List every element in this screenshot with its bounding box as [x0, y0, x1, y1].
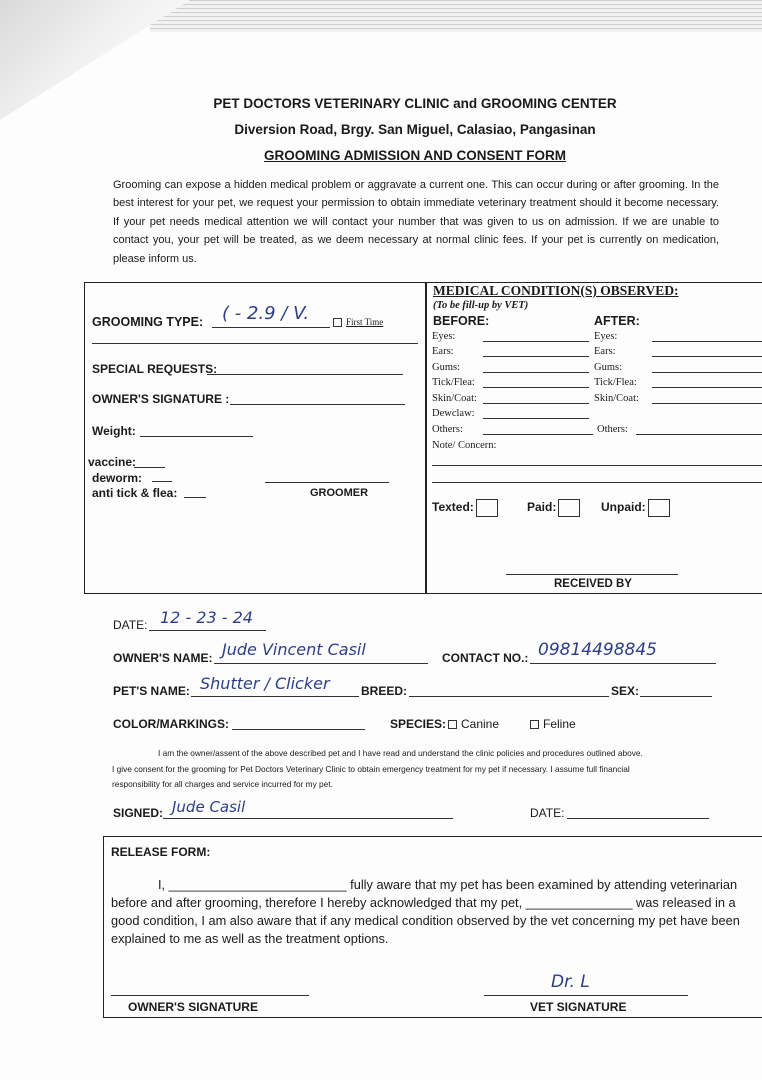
received-by-line[interactable]	[506, 574, 678, 575]
unpaid-label: Unpaid:	[601, 500, 646, 515]
after-row-field[interactable]	[652, 356, 762, 357]
species-label: SPECIES:	[390, 717, 447, 731]
signed-label: SIGNED:	[113, 806, 164, 820]
contact-label: CONTACT NO.:	[442, 651, 529, 665]
after-row-label: Gums:	[594, 362, 623, 373]
before-row-field[interactable]	[483, 356, 589, 357]
release-line-2: before and after grooming, therefore I hereby acknowledged that my pet, _______________ was released in a	[111, 895, 736, 910]
before-row-field[interactable]	[483, 341, 589, 342]
note-label: Note/ Concern:	[432, 440, 497, 451]
before-row-field[interactable]	[483, 418, 589, 419]
first-time-label: First Time	[346, 317, 384, 327]
after-row-field[interactable]	[652, 372, 762, 373]
after-row-field[interactable]	[652, 341, 762, 342]
first-time-checkbox[interactable]	[333, 318, 342, 327]
vet-sign-value[interactable]: Dr. L	[551, 972, 590, 992]
before-row-field[interactable]	[483, 387, 589, 388]
color-field[interactable]	[232, 729, 365, 730]
vet-sig-line[interactable]	[484, 995, 688, 996]
texted-label: Texted:	[432, 500, 474, 515]
after-row-field[interactable]	[652, 387, 762, 388]
note-line-1[interactable]	[432, 465, 762, 466]
medical-title: MEDICAL CONDITION(S) OBSERVED:	[433, 283, 679, 298]
paid-option[interactable]	[527, 499, 580, 517]
canine-label: Canine	[461, 717, 500, 731]
after-row-field[interactable]	[652, 403, 762, 404]
consent-date-label: DATE:	[530, 806, 565, 820]
antitick-field[interactable]	[184, 497, 206, 498]
paid-label: Paid:	[527, 500, 557, 515]
owner-signature-field[interactable]	[230, 404, 405, 405]
release-line-3: good condition, I am also aware that if any medical condition observed by the vet concerning my pet have been	[111, 913, 740, 928]
after-row-label: Tick/Flea:	[594, 377, 637, 388]
after-row-field[interactable]	[636, 434, 762, 435]
after-row-label: Others:	[597, 424, 628, 435]
before-row-label: Ears:	[432, 346, 454, 357]
after-row-label: Skin/Coat:	[594, 393, 639, 404]
owner-name-value[interactable]: Jude Vincent Casil	[222, 640, 366, 659]
before-row-label: Dewclaw:	[432, 408, 475, 419]
consent-line-2: I give consent for the grooming for Pet Doctors Veterinary Clinic to obtain emergency treatment for my pet if necessary. I assume full financial	[112, 764, 630, 774]
groomer-label: GROOMER	[310, 487, 369, 499]
weight-label: Weight:	[92, 424, 136, 438]
before-row-field[interactable]	[483, 403, 589, 404]
medical-box	[425, 282, 762, 594]
special-requests-field[interactable]	[207, 374, 403, 375]
deworm-field[interactable]	[152, 481, 172, 482]
grooming-type-label: GROOMING TYPE:	[92, 315, 204, 329]
feline-label: Feline	[543, 717, 576, 731]
breed-label: BREED:	[361, 684, 408, 698]
before-row-label: Tick/Flea:	[432, 377, 475, 388]
note-line-2[interactable]	[432, 482, 762, 483]
divider-line	[92, 343, 418, 344]
received-by-label: RECEIVED BY	[554, 578, 632, 590]
date-line	[149, 630, 266, 631]
owner-name-line	[214, 663, 428, 664]
grooming-type-value[interactable]: ( - 2.9 / V.	[222, 303, 310, 324]
before-row-label: Skin/Coat:	[432, 393, 477, 404]
grooming-type-line	[212, 327, 330, 328]
unpaid-checkbox[interactable]	[648, 499, 670, 517]
vaccine-field[interactable]	[134, 467, 165, 468]
color-label: COLOR/MARKINGS:	[113, 717, 229, 731]
before-row-label: Gums:	[432, 362, 461, 373]
medical-subtitle: (To be fill-up by VET)	[433, 300, 529, 311]
intro-paragraph: Grooming can expose a hidden medical problem or aggravate a current one. This can occur during or after grooming. In the best interest for your pet, we request your permission to obtain immediate veterinary treatment should it become necessary. If your pet needs medical attention we will contact your number that was given to us on admission. If we are unable to contact you, your pet will be treated, as we deem necessary at normal clinic fees. If your pet is currently on medication, please inform us.	[113, 179, 719, 265]
owner-sig-label: OWNER'S SIGNATURE	[128, 1000, 258, 1014]
feline-option[interactable]	[530, 717, 576, 731]
page-edge	[150, 0, 762, 32]
consent-line-3: responsibility for all charges and service incurred for my pet.	[112, 779, 333, 789]
consent-line-1: I am the owner/assent of the above described pet and I have read and understand the clinic policies and procedures outlined above.	[158, 748, 643, 758]
before-row-field[interactable]	[483, 434, 593, 435]
sex-field[interactable]	[640, 696, 712, 697]
before-row-label: Eyes:	[432, 331, 456, 342]
release-title: RELEASE FORM:	[111, 845, 211, 859]
pet-name-line	[191, 696, 359, 697]
date-value[interactable]: 12 - 23 - 24	[160, 608, 253, 627]
before-row-field[interactable]	[483, 372, 589, 373]
canine-checkbox[interactable]	[448, 720, 457, 729]
owner-name-label: OWNER'S NAME:	[113, 651, 213, 665]
form-title: GROOMING ADMISSION AND CONSENT FORM	[264, 148, 566, 163]
first-time-option[interactable]	[333, 317, 383, 327]
clinic-address: Diversion Road, Brgy. San Miguel, Calasiao, Pangasinan	[234, 122, 596, 137]
after-row-label: Ears:	[594, 346, 616, 357]
feline-checkbox[interactable]	[530, 720, 539, 729]
vaccine-label: vaccine:	[88, 455, 137, 469]
deworm-label: deworm:	[92, 471, 143, 485]
contact-line	[530, 663, 716, 664]
release-line-4: explained to me as well as the treatment options.	[111, 931, 389, 946]
unpaid-option[interactable]	[601, 499, 670, 517]
before-row-label: Others:	[432, 424, 463, 435]
owner-signature-label: OWNER'S SIGNATURE :	[92, 392, 230, 406]
antitick-label: anti tick & flea:	[92, 486, 178, 500]
owner-sig-line[interactable]	[111, 995, 309, 996]
date-label: DATE:	[113, 618, 148, 632]
before-heading: BEFORE:	[433, 314, 490, 328]
texted-option[interactable]	[432, 499, 498, 517]
canine-option[interactable]	[448, 717, 499, 731]
breed-field[interactable]	[409, 696, 609, 697]
paid-checkbox[interactable]	[558, 499, 580, 517]
consent-date-field[interactable]	[567, 818, 709, 819]
special-requests-label: SPECIAL REQUESTS:	[92, 362, 218, 376]
vet-sig-label: VET SIGNATURE	[530, 1000, 627, 1014]
signed-line	[163, 818, 453, 819]
clinic-name: PET DOCTORS VETERINARY CLINIC and GROOMING CENTER	[213, 96, 617, 111]
pet-name-label: PET'S NAME:	[113, 684, 190, 698]
groomer-signature-line[interactable]	[265, 482, 389, 483]
signed-value[interactable]: Jude Casil	[172, 798, 246, 816]
weight-field[interactable]	[140, 436, 253, 437]
contact-value[interactable]: 09814498845	[538, 640, 657, 660]
after-heading: AFTER:	[594, 314, 640, 328]
after-row-label: Eyes:	[594, 331, 618, 342]
texted-checkbox[interactable]	[476, 499, 498, 517]
sex-label: SEX:	[611, 684, 640, 698]
pet-name-value[interactable]: Shutter / Clicker	[200, 674, 330, 693]
release-line-1: I, _________________________ fully aware that my pet has been examined by attending veterinarian	[158, 877, 738, 892]
